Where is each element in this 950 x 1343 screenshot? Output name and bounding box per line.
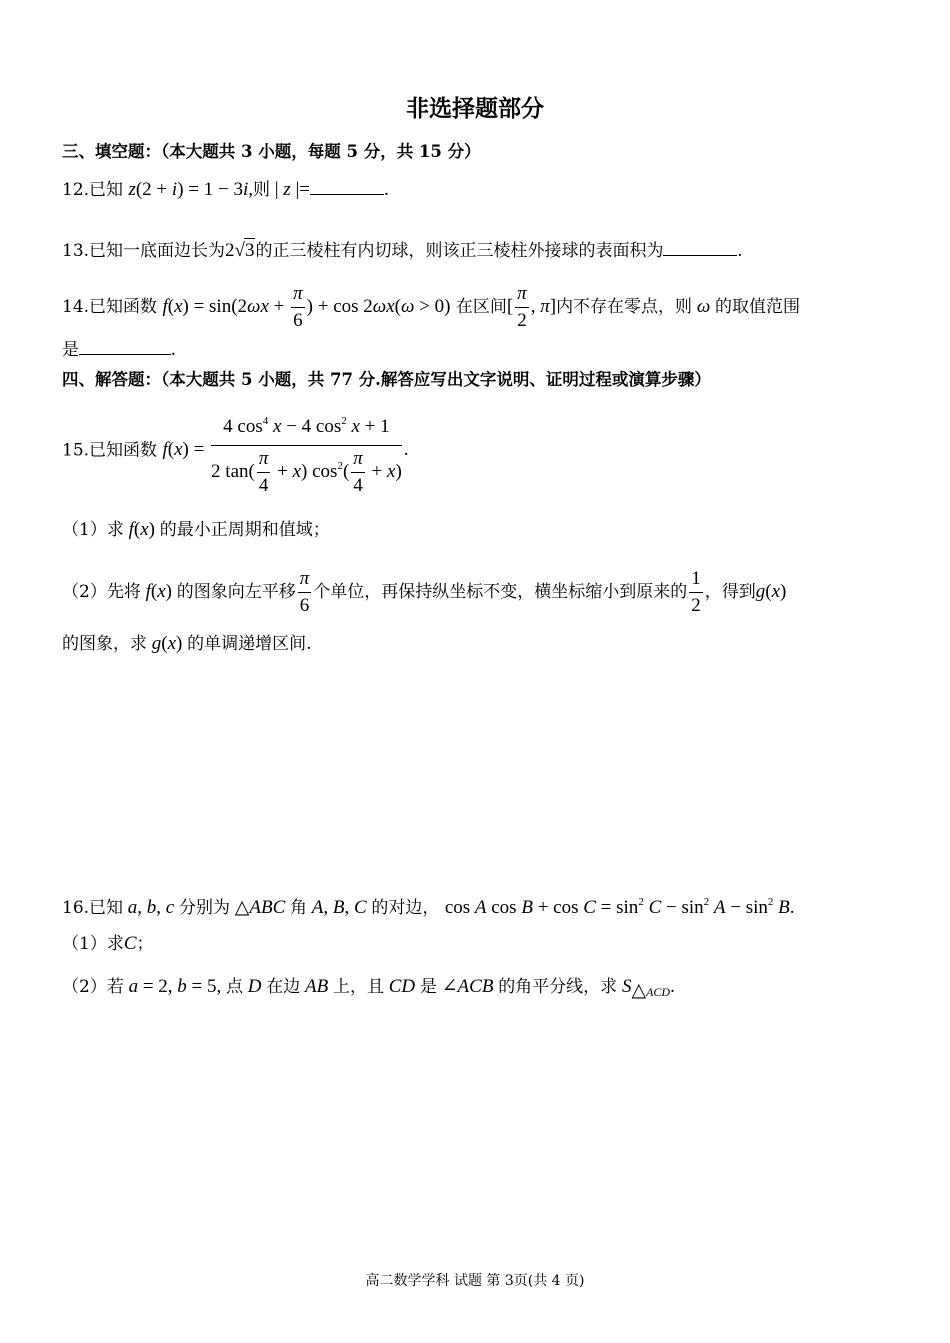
q15-p2-e: 的图象，求 [62, 634, 147, 654]
q14-text-d: 的取值范围 [714, 296, 800, 317]
q13-text-b: 的正三棱柱有内切球，则该正三棱柱外接球的表面积为 [255, 241, 664, 261]
q14-omega: ω [692, 295, 715, 317]
q16-text-b: 分别为 [178, 898, 230, 918]
q15-p1-a: （1）求 [62, 520, 124, 540]
q16-p2-d: 上，且 [332, 977, 384, 997]
q15-p1-b: 的最小正周期和值域； [159, 520, 330, 540]
q15-p2-a: （2）先将 [62, 582, 141, 602]
question-16-part-2: （2）若 a = 2, b = 5, 点 D 在边 AB 上，且 CD 是 ∠ACB 的角平分线，求 $S_{\triangle ACD}$. [62, 976, 675, 1001]
question-16-part-1: （1）求C； [62, 933, 154, 954]
q16-text-d: 的对边， [371, 898, 440, 918]
q16-text-a: 已知 [89, 898, 124, 918]
question-12: 12.已知 z(2 + i) = 1 − 3i,则 | z |= . [62, 179, 389, 200]
q16-text-c: 角 [290, 898, 307, 918]
page-footer: 高二数学学科 试题 第 3页(共 4 页) [365, 1273, 585, 1289]
page-title: 非选择题部分 [406, 95, 544, 122]
question-15-part-2-line-2: 的图象，求 g(x) 的单调递增区间. [62, 633, 312, 654]
q13-text-a: 已知一底面边长为 [89, 241, 226, 261]
q13-answer-blank [663, 255, 737, 256]
q15-function: f(x) = 4 $\cos^4 x - 4$ $\cos^2 x + 1$ 2 tan( $\frac{\pi}{4}$ + x) $\cos^2$( $\frac{\pi}{4}$ + x) . [162, 439, 408, 460]
question-15-part-2: （2）先将 f(x) 的图象向左平移 $\frac{\pi}{6}$ 个单位，再保持纵坐标不变，横坐标缩小到原来的 $\frac{1}{2}$ ，得到g(x) [62, 568, 787, 616]
q16-p2-b: 点 [226, 977, 244, 997]
q15-p2-c: 个单位，再保持纵坐标不变，横坐标缩小到原来的 [313, 582, 688, 602]
q14-function: f(x) = sin(2ωx + $\frac{\pi}{6}$ ) + cos 2ωx(ω > 0) [162, 283, 451, 331]
q13-side-length: 2√3 [225, 240, 255, 261]
q12-formula: z(2 + i) = 1 − 3i, [128, 179, 253, 200]
q12-lead: 已知 [89, 180, 124, 200]
q14-interval: [ $\frac{\pi}{2}$ , π] [506, 283, 557, 331]
q16-p2-f: 的角平分线，求 [498, 977, 618, 997]
q16-p1-b: ； [136, 934, 154, 954]
section-4-heading: 四、解答题：（本大题共 5 小题，共 77 分.解答应写出文字说明、证明过程或演算步骤） [62, 370, 711, 389]
question-15 [62, 403, 409, 499]
question-13: 13.已知一底面边长为2√3的正三棱柱有内切球，则该正三棱柱外接球的表面积为 . [62, 240, 743, 261]
q15-p2-f: 的单调递增区间. [187, 634, 312, 654]
q16-p1-a: （1）求 [62, 934, 124, 954]
q14-text-c: 内不存在零点，则 [556, 296, 693, 317]
q14-answer-blank [79, 354, 171, 355]
question-15-part-1: （1）求 f(x) 的最小正周期和值域； [62, 519, 330, 540]
q16-p2-a: （2）若 [62, 977, 124, 997]
q13-number: 13. [62, 241, 90, 261]
q16-condition: cos A $\cos B + \cos C = \sin^2 C - \sin^2 A - \sin^2 B$. [444, 896, 795, 918]
q14-text-a: 已知函数 [89, 296, 158, 317]
q14-number: 14. [62, 296, 90, 317]
q12-number: 12. [62, 180, 90, 200]
q14-text-e: 是 [62, 340, 79, 360]
q15-p2-d: ，得到 [704, 582, 756, 602]
q16-p2-c: 在边 [266, 977, 301, 997]
question-14-line-2: 是 . [62, 339, 176, 360]
q15-number: 15. [62, 440, 90, 461]
q12-tail: 则 [252, 180, 270, 200]
q14-text-b: 在区间 [455, 296, 507, 317]
section-3-heading: 三、填空题：（本大题共 3 小题，每题 5 分，共 15 分） [62, 142, 481, 161]
question-14 [62, 281, 800, 334]
q12-answer-blank [310, 194, 384, 195]
q15-lead: 已知函数 [89, 440, 158, 461]
q16-number: 16. [62, 898, 90, 918]
q16-p2-e: 是 [419, 977, 437, 997]
q12-abs: | [269, 179, 284, 200]
question-16: 16.已知 a, b, c 分别为 △ABC 角 A, B, C 的对边， cos A $\cos B + \cos C = \sin^2 C - \sin^2 A - \sin^2 B$. [62, 896, 795, 918]
q15-p2-b: 的图象向左平移 [176, 582, 296, 602]
